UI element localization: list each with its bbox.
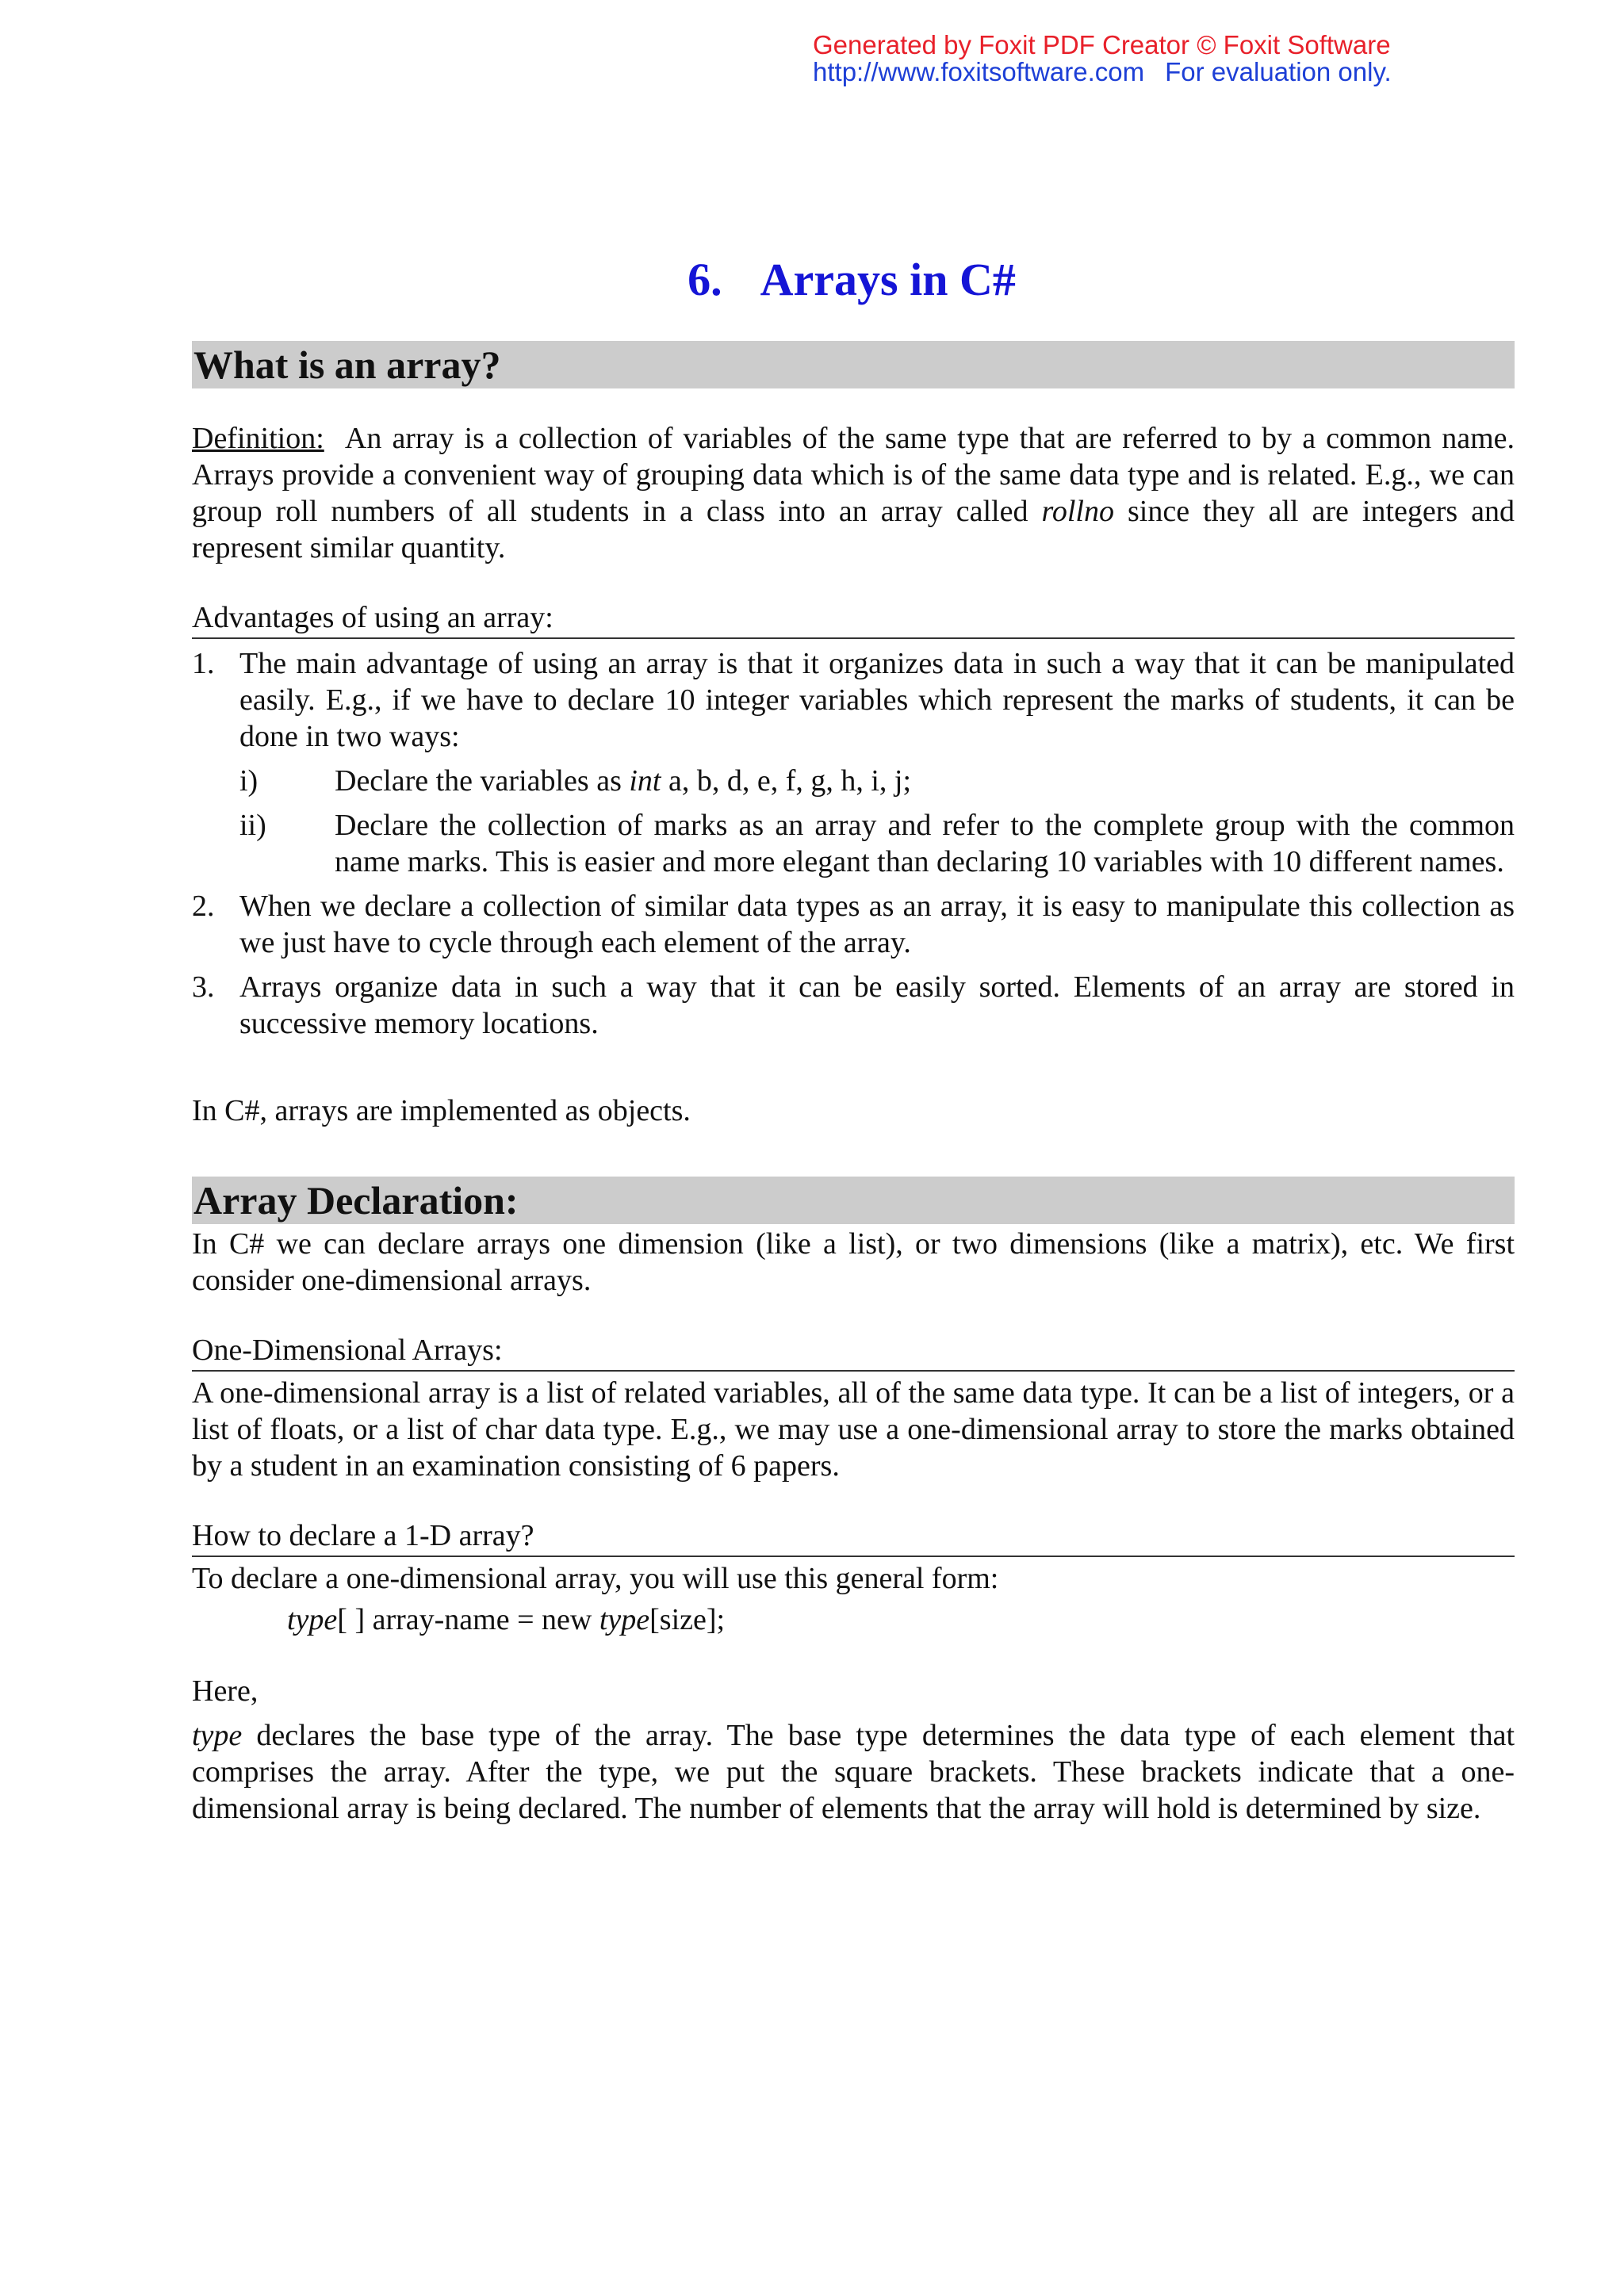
syntax-type-1: type	[287, 1603, 338, 1636]
definition-text-1: An array is a collection of variables of the same type that are referred to by a common name. Arrays provide a convenient way of grouping data which is of the same data type and is related. E.g., we can group roll numbers of all students in a class into an array called	[192, 422, 1515, 528]
one-dimensional-heading: One-Dimensional Arrays:	[192, 1332, 1515, 1372]
watermark-note: For evaluation only.	[1165, 57, 1392, 86]
here-label: Here,	[192, 1674, 259, 1708]
sub-item-number: i)	[239, 764, 259, 798]
list-item-number: 2.	[192, 890, 215, 923]
watermark-url-line	[813, 59, 1392, 86]
list-item-text: The main advantage of using an array is that it organizes data in such a way that it can be manipulated easily. E.g., if we have to declare 10 integer variables which represent the marks of students, it can be done in two ways:	[239, 647, 1515, 753]
sub-list-item	[192, 807, 1515, 880]
sub-item-post: a, b, d, e, f, g, h, i, j;	[668, 764, 912, 798]
advantages-heading: Advantages of using an array:	[192, 599, 1515, 639]
chapter-title	[0, 252, 1624, 308]
one-dimensional-paragraph: A one-dimensional array is a list of related variables, all of the same data type. It can be a list of integers, or a list of floats, or a list of char data type. E.g., we may use a one-dimensional array to store the marks obtained by a student in an examination consisting of 6 papers.	[192, 1376, 1515, 1483]
watermark-generator-line: Generated by Foxit PDF Creator © Foxit Software	[813, 30, 1391, 59]
type-description-text: declares the base type of the array. The base type determines the data type of each element that comprises the array. After the type, we put the square brackets. These brackets indicate that a one-dimensional array is being declared. The number of elements that the array will hold is determined by size.	[192, 1719, 1515, 1825]
sub-item-text: Declare the collection of marks as an array and refer to the complete group with the common name marks. This is easier and more elegant than declaring 10 variables with 10 different names.	[335, 809, 1515, 878]
evaluation-watermark	[813, 32, 1392, 86]
definition-label: Definition:	[192, 422, 324, 455]
declaration-intro-paragraph: In C# we can declare arrays one dimension (like a list), or two dimensions (like a matrix), etc. We first consider one-dimensional arrays.	[192, 1227, 1515, 1297]
chapter-number: 6.	[688, 254, 722, 305]
list-item	[192, 888, 1515, 961]
list-item-number: 1.	[192, 647, 215, 680]
syntax-middle: [ ] array-name = new	[337, 1603, 592, 1636]
type-description-paragraph	[192, 1717, 1515, 1827]
definition-paragraph	[192, 420, 1515, 566]
sub-list-item	[192, 763, 1515, 799]
advantages-list	[192, 645, 1515, 1042]
page-content	[192, 341, 1515, 1827]
section-heading-array-declaration: Array Declaration:	[192, 1177, 1515, 1224]
arrays-as-objects-paragraph: In C#, arrays are implemented as objects.	[192, 1094, 691, 1127]
definition-italic-term: rollno	[1041, 495, 1114, 528]
list-item	[192, 645, 1515, 880]
list-item-text: Arrays organize data in such a way that it can be easily sorted. Elements of an array are stored in successive memory locations.	[239, 970, 1515, 1040]
chapter-title-text: Arrays in C#	[760, 254, 1016, 305]
list-item-text: When we declare a collection of similar data types as an array, it is easy to manipulate this collection as we just have to cycle through each element of the array.	[239, 890, 1515, 959]
syntax-type-2: type	[599, 1603, 650, 1636]
type-term: type	[192, 1719, 243, 1752]
how-to-declare-heading: How to declare a 1-D array?	[192, 1517, 1515, 1557]
sub-item-number: ii)	[239, 809, 266, 842]
general-form-intro: To declare a one-dimensional array, you will use this general form:	[192, 1562, 999, 1595]
sub-item-italic: int	[629, 764, 661, 798]
list-item-number: 3.	[192, 970, 215, 1004]
sub-item-pre: Declare the variables as	[335, 764, 622, 798]
syntax-end: [size];	[649, 1603, 726, 1636]
definition-text-2: since they all are integers and represent similar quantity.	[192, 495, 1515, 564]
general-form-syntax	[192, 1601, 1515, 1638]
list-item	[192, 969, 1515, 1042]
watermark-url: http://www.foxitsoftware.com	[813, 57, 1145, 86]
section-heading-what-is-array: What is an array?	[192, 341, 1515, 388]
